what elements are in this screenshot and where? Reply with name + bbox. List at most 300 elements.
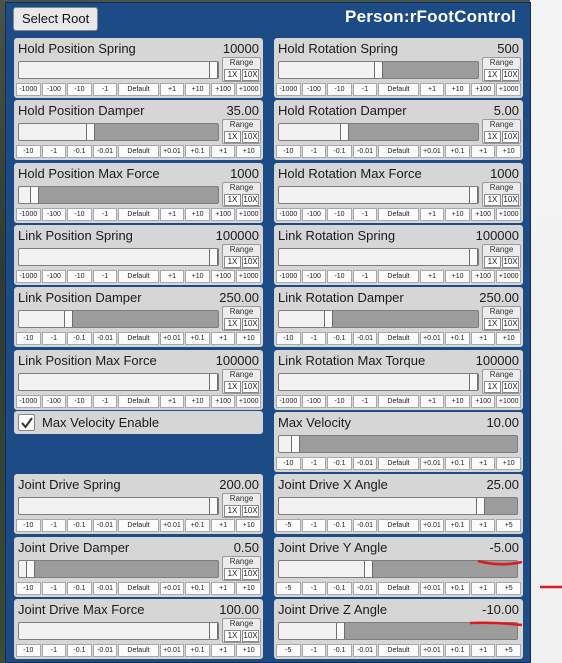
link-position-max-force-slider[interactable] (18, 373, 219, 391)
range-1x-button[interactable]: 1X (484, 131, 501, 143)
step-button[interactable]: -10 (327, 83, 352, 96)
step-button[interactable]: +1000 (496, 83, 521, 96)
step-button[interactable]: +0.01 (160, 145, 185, 158)
link-position-spring-label: Link Position Spring (18, 228, 133, 243)
step-button[interactable]: +5 (496, 644, 521, 657)
step-button[interactable]: -0.01 (93, 332, 118, 345)
step-button[interactable]: +1000 (496, 270, 521, 283)
link-rotation-spring-slider[interactable] (278, 248, 479, 266)
step-button[interactable]: Default (118, 83, 158, 96)
step-button[interactable]: -1 (353, 395, 378, 408)
max-velocity-slider-thumb[interactable] (291, 435, 300, 453)
step-button[interactable]: -10 (16, 332, 41, 345)
hold-position-damper-label: Hold Position Damper (18, 103, 145, 118)
step-button[interactable]: -10 (327, 208, 352, 221)
step-button[interactable]: +0.1 (185, 145, 210, 158)
hold-rotation-damper-slider-thumb[interactable] (340, 123, 349, 141)
step-button[interactable]: +1000 (236, 83, 261, 96)
step-button[interactable]: +1 (211, 145, 236, 158)
joint-drive-y-angle-slider[interactable] (278, 560, 518, 578)
step-button[interactable]: -1 (302, 332, 327, 345)
hold-position-damper-slider-fill (19, 124, 91, 140)
step-button[interactable]: -1 (93, 395, 118, 408)
range-10x-button[interactable]: 10X (503, 70, 518, 79)
range-1x-button[interactable]: 1X (484, 318, 501, 330)
step-button[interactable]: +0.1 (185, 644, 210, 657)
step-button[interactable]: +1 (420, 270, 445, 283)
link-rotation-damper-range-box (482, 306, 521, 331)
step-button[interactable]: -0.01 (353, 644, 378, 657)
joint-drive-damper-slider[interactable] (18, 560, 219, 578)
step-button[interactable]: +0.01 (420, 582, 445, 595)
step-button[interactable]: Default (118, 270, 158, 283)
hold-rotation-spring-range-box (482, 57, 521, 82)
joint-drive-x-angle-step-buttons (276, 519, 521, 532)
step-button[interactable]: +1 (211, 644, 236, 657)
step-button[interactable]: +1 (160, 395, 185, 408)
link-position-spring-step-buttons (16, 270, 261, 283)
step-button[interactable]: -0.1 (67, 145, 92, 158)
step-button[interactable]: -5 (276, 644, 301, 657)
link-rotation-damper-value: 250.00 (479, 290, 519, 305)
link-rotation-damper-slider-fill (279, 311, 329, 327)
step-button[interactable]: +1 (211, 332, 236, 345)
step-button[interactable]: Default (118, 145, 158, 158)
step-button[interactable]: -1000 (276, 208, 301, 221)
link-position-spring-range-box (222, 244, 261, 269)
step-button[interactable]: +10 (445, 270, 470, 283)
step-button[interactable]: +0.1 (185, 582, 210, 595)
link-rotation-damper-slider-thumb[interactable] (324, 310, 333, 328)
hold-position-spring-slider[interactable] (18, 61, 219, 79)
step-button[interactable]: -0.1 (67, 644, 92, 657)
range-1x-button[interactable]: 1X (484, 69, 501, 81)
range-label: Range (229, 494, 254, 503)
hold-position-spring-slider-fill (19, 62, 214, 78)
link-rotation-damper-panel (274, 287, 523, 347)
step-button[interactable]: +1 (471, 582, 496, 595)
step-button[interactable]: -100 (302, 83, 327, 96)
step-button[interactable]: Default (378, 145, 418, 158)
step-button[interactable]: +10 (236, 332, 261, 345)
step-button[interactable]: -0.1 (67, 582, 92, 595)
hold-position-max-force-slider[interactable] (18, 186, 219, 204)
step-button[interactable]: -0.1 (327, 582, 352, 595)
step-button[interactable]: -10 (67, 395, 92, 408)
joint-drive-x-angle-slider[interactable] (278, 497, 518, 515)
step-button[interactable]: -1 (93, 83, 118, 96)
step-button[interactable]: +0.1 (445, 332, 470, 345)
joint-drive-damper-label: Joint Drive Damper (18, 540, 130, 555)
step-button[interactable]: Default (378, 395, 418, 408)
link-position-max-force-slider-fill (19, 374, 214, 390)
hold-position-max-force-step-buttons (16, 208, 261, 221)
step-button[interactable]: +0.01 (420, 332, 445, 345)
hold-rotation-max-force-slider[interactable] (278, 186, 479, 204)
joint-drive-spring-step-buttons (16, 519, 261, 532)
step-button[interactable]: -0.01 (353, 145, 378, 158)
hold-rotation-spring-step-buttons (276, 83, 521, 96)
step-button[interactable]: +1 (420, 83, 445, 96)
joint-drive-max-force-slider[interactable] (18, 622, 219, 640)
step-button[interactable]: -10 (16, 519, 41, 532)
step-button[interactable]: -1000 (276, 395, 301, 408)
step-button[interactable]: +1 (471, 519, 496, 532)
step-button[interactable]: +10 (236, 145, 261, 158)
range-10x-button[interactable]: 10X (243, 257, 258, 266)
step-button[interactable]: -100 (302, 395, 327, 408)
hold-position-max-force-label: Hold Position Max Force (18, 166, 160, 181)
step-button[interactable]: +10 (185, 83, 210, 96)
step-button[interactable]: -10 (16, 145, 41, 158)
step-button[interactable]: +0.01 (420, 644, 445, 657)
joint-drive-spring-panel (14, 474, 263, 534)
hold-rotation-damper-step-buttons (276, 145, 521, 158)
step-button[interactable]: -10 (276, 145, 301, 158)
range-1x-button[interactable]: 1X (224, 131, 241, 143)
range-1x-button[interactable]: 1X (224, 256, 241, 268)
range-1x-button[interactable]: 1X (224, 505, 241, 517)
step-button[interactable]: -1 (353, 270, 378, 283)
joint-drive-y-angle-slider-thumb[interactable] (364, 560, 373, 578)
joint-drive-z-angle-slider[interactable] (278, 622, 518, 640)
link-position-damper-step-buttons (16, 332, 261, 345)
step-button[interactable]: -1000 (276, 270, 301, 283)
hold-rotation-spring-label: Hold Rotation Spring (278, 41, 398, 56)
step-button[interactable]: -100 (42, 208, 67, 221)
hold-position-damper-slider-thumb[interactable] (86, 123, 95, 141)
step-button[interactable]: +0.1 (445, 519, 470, 532)
step-button[interactable]: -100 (42, 83, 67, 96)
max-velocity-slider[interactable] (278, 435, 518, 453)
link-rotation-max-torque-slider[interactable] (278, 373, 479, 391)
step-button[interactable]: +1000 (496, 208, 521, 221)
joint-drive-y-angle-panel (274, 537, 523, 597)
step-button[interactable]: -1 (42, 332, 67, 345)
joint-drive-spring-slider-thumb[interactable] (209, 497, 218, 515)
step-button[interactable]: +10 (445, 83, 470, 96)
step-button[interactable]: +100 (471, 208, 496, 221)
step-button[interactable]: +10 (445, 208, 470, 221)
step-button[interactable]: -1 (42, 644, 67, 657)
link-position-spring-slider-fill (19, 249, 214, 265)
joint-drive-x-angle-slider-thumb[interactable] (476, 497, 485, 515)
step-button[interactable]: -1 (302, 644, 327, 657)
step-button[interactable]: +100 (211, 208, 236, 221)
link-position-max-force-panel (14, 350, 263, 410)
range-10x-button[interactable]: 10X (503, 382, 518, 391)
step-button[interactable]: +1 (211, 582, 236, 595)
range-1x-button[interactable]: 1X (484, 194, 501, 206)
step-button[interactable]: +1 (471, 332, 496, 345)
step-button[interactable]: +0.01 (420, 145, 445, 158)
step-button[interactable]: Default (378, 208, 418, 221)
range-10x-button[interactable]: 10X (243, 569, 258, 578)
step-button[interactable]: Default (118, 332, 158, 345)
step-button[interactable]: +0.01 (160, 332, 185, 345)
joint-drive-spring-range-box (222, 493, 261, 518)
step-button[interactable]: +0.01 (420, 519, 445, 532)
step-button[interactable]: -10 (16, 582, 41, 595)
range-1x-button[interactable]: 1X (224, 318, 241, 330)
step-button[interactable]: +10 (496, 332, 521, 345)
step-button[interactable]: +0.01 (160, 519, 185, 532)
joint-drive-max-force-value: 100.00 (219, 602, 259, 617)
range-10x-button[interactable]: 10X (243, 319, 258, 328)
hold-position-max-force-range-box (222, 182, 261, 207)
joint-drive-damper-step-buttons (16, 582, 261, 595)
max-velocity-label: Max Velocity (278, 415, 351, 430)
link-rotation-max-torque-slider-thumb[interactable] (469, 373, 478, 391)
step-button[interactable]: Default (118, 644, 158, 657)
step-button[interactable]: -1 (42, 519, 67, 532)
joint-drive-max-force-range-box (222, 618, 261, 643)
step-button[interactable]: +1 (211, 519, 236, 532)
step-button[interactable]: Default (378, 644, 418, 657)
range-label: Range (229, 557, 254, 566)
step-button[interactable]: Default (118, 208, 158, 221)
step-button[interactable]: Default (378, 83, 418, 96)
range-1x-button[interactable]: 1X (224, 194, 241, 206)
hold-rotation-max-force-range-box (482, 182, 521, 207)
step-button[interactable]: -0.1 (327, 457, 352, 470)
hold-rotation-spring-slider-thumb[interactable] (374, 61, 383, 79)
step-button[interactable]: -1 (353, 208, 378, 221)
step-button[interactable]: +5 (496, 582, 521, 595)
step-button[interactable]: Default (378, 519, 418, 532)
joint-drive-z-angle-step-buttons (276, 644, 521, 657)
max-velocity-step-buttons (276, 457, 521, 470)
step-button[interactable]: -1 (302, 519, 327, 532)
step-button[interactable]: +0.01 (160, 582, 185, 595)
hold-position-max-force-slider-thumb[interactable] (30, 186, 39, 204)
step-button[interactable]: -1 (353, 83, 378, 96)
range-10x-button[interactable]: 10X (243, 631, 258, 640)
hold-rotation-max-force-slider-thumb[interactable] (469, 186, 478, 204)
link-rotation-damper-slider[interactable] (278, 310, 479, 328)
joint-drive-z-angle-value: -10.00 (482, 602, 519, 617)
step-button[interactable]: +10 (445, 395, 470, 408)
hold-position-max-force-value: 1000 (230, 166, 259, 181)
step-button[interactable]: +10 (185, 208, 210, 221)
joint-drive-spring-value: 200.00 (219, 477, 259, 492)
range-10x-button[interactable]: 10X (243, 506, 258, 515)
step-button[interactable]: +0.1 (185, 332, 210, 345)
step-button[interactable]: +100 (211, 395, 236, 408)
hold-position-spring-slider-thumb[interactable] (209, 61, 218, 79)
link-rotation-spring-slider-thumb[interactable] (469, 248, 478, 266)
step-button[interactable]: -0.01 (93, 644, 118, 657)
link-position-max-force-step-buttons (16, 395, 261, 408)
select-root-button[interactable]: Select Root (13, 7, 98, 31)
link-position-damper-label: Link Position Damper (18, 290, 142, 305)
range-label: Range (489, 183, 514, 192)
hold-rotation-spring-slider[interactable] (278, 61, 479, 79)
step-button[interactable]: +0.01 (160, 644, 185, 657)
step-button[interactable]: -1 (302, 145, 327, 158)
step-button[interactable]: -1 (302, 582, 327, 595)
step-button[interactable]: +10 (496, 145, 521, 158)
range-1x-button[interactable]: 1X (484, 256, 501, 268)
step-button[interactable]: +1000 (236, 208, 261, 221)
link-position-damper-slider-thumb[interactable] (64, 310, 73, 328)
step-button[interactable]: -1000 (16, 270, 41, 283)
step-button[interactable]: -10 (276, 332, 301, 345)
step-button[interactable]: Default (378, 332, 418, 345)
step-button[interactable]: +100 (211, 83, 236, 96)
range-10x-button[interactable]: 10X (503, 257, 518, 266)
max-velocity-enable-checkbox[interactable] (18, 414, 35, 431)
step-button[interactable]: -1 (42, 582, 67, 595)
step-button[interactable]: -0.1 (327, 644, 352, 657)
step-button[interactable]: -10 (327, 270, 352, 283)
step-button[interactable]: -10 (67, 208, 92, 221)
link-rotation-max-torque-slider-fill (279, 374, 474, 390)
step-button[interactable]: -1 (42, 145, 67, 158)
range-label: Range (229, 619, 254, 628)
step-button[interactable]: +100 (471, 270, 496, 283)
link-position-damper-slider[interactable] (18, 310, 219, 328)
step-button[interactable]: -1000 (276, 83, 301, 96)
step-button[interactable]: -0.1 (327, 145, 352, 158)
step-button[interactable]: +1000 (496, 395, 521, 408)
max-velocity-enable-label: Max Velocity Enable (42, 415, 160, 430)
step-button[interactable]: -0.01 (93, 145, 118, 158)
link-position-damper-value: 250.00 (219, 290, 259, 305)
step-button[interactable]: -0.01 (353, 519, 378, 532)
link-position-damper-slider-fill (19, 311, 69, 327)
step-button[interactable]: -100 (42, 270, 67, 283)
link-position-max-force-value: 100000 (215, 353, 259, 368)
step-button[interactable]: +0.1 (445, 145, 470, 158)
step-button[interactable]: -0.01 (93, 519, 118, 532)
joint-drive-damper-slider-thumb[interactable] (26, 560, 35, 578)
step-button[interactable]: +1 (420, 208, 445, 221)
link-position-max-force-slider-thumb[interactable] (209, 373, 218, 391)
link-position-spring-slider[interactable] (18, 248, 219, 266)
joint-drive-x-angle-label: Joint Drive X Angle (278, 477, 388, 492)
step-button[interactable]: +1 (471, 457, 496, 470)
joint-drive-spring-slider[interactable] (18, 497, 219, 515)
step-button[interactable]: -100 (42, 395, 67, 408)
step-button[interactable]: -5 (276, 519, 301, 532)
hold-rotation-damper-slider[interactable] (278, 123, 479, 141)
step-button[interactable]: -5 (276, 582, 301, 595)
step-button[interactable]: +10 (236, 644, 261, 657)
step-button[interactable]: +0.01 (420, 457, 445, 470)
step-button[interactable]: +100 (471, 395, 496, 408)
range-10x-button[interactable]: 10X (503, 195, 518, 204)
checkmark-icon (20, 416, 34, 430)
step-button[interactable]: -0.1 (67, 519, 92, 532)
step-button[interactable]: +5 (496, 519, 521, 532)
joint-drive-x-angle-value: 25.00 (486, 477, 519, 492)
range-10x-button[interactable]: 10X (243, 132, 258, 141)
range-10x-button[interactable]: 10X (243, 382, 258, 391)
step-button[interactable]: Default (378, 582, 418, 595)
hold-rotation-max-force-panel (274, 163, 523, 223)
link-rotation-max-torque-label: Link Rotation Max Torque (278, 353, 426, 368)
step-button[interactable]: +1 (420, 395, 445, 408)
step-button[interactable]: -0.01 (93, 582, 118, 595)
step-button[interactable]: +10 (185, 395, 210, 408)
step-button[interactable]: -100 (302, 208, 327, 221)
step-button[interactable]: Default (378, 457, 418, 470)
link-rotation-max-torque-step-buttons (276, 395, 521, 408)
step-button[interactable]: -1 (93, 208, 118, 221)
step-button[interactable]: +10 (236, 519, 261, 532)
step-button[interactable]: Default (378, 270, 418, 283)
range-10x-button[interactable]: 10X (503, 319, 518, 328)
link-position-spring-slider-thumb[interactable] (209, 248, 218, 266)
hold-rotation-max-force-label: Hold Rotation Max Force (278, 166, 422, 181)
step-button[interactable]: -100 (302, 270, 327, 283)
step-button[interactable]: +0.1 (445, 582, 470, 595)
step-button[interactable]: -1000 (16, 395, 41, 408)
step-button[interactable]: -1000 (16, 208, 41, 221)
step-button[interactable]: +1000 (236, 395, 261, 408)
joint-drive-z-angle-slider-thumb[interactable] (336, 622, 345, 640)
joint-drive-damper-value: 0.50 (233, 540, 259, 555)
step-button[interactable]: +1 (160, 208, 185, 221)
range-1x-button[interactable]: 1X (224, 630, 241, 642)
step-button[interactable]: +100 (211, 270, 236, 283)
step-button[interactable]: +1 (471, 145, 496, 158)
step-button[interactable]: -0.01 (353, 582, 378, 595)
step-button[interactable]: +10 (236, 582, 261, 595)
range-1x-button[interactable]: 1X (224, 568, 241, 580)
step-button[interactable]: -1 (302, 457, 327, 470)
step-button[interactable]: -10 (67, 270, 92, 283)
step-button[interactable]: +0.1 (445, 457, 470, 470)
step-button[interactable]: +0.1 (445, 644, 470, 657)
range-10x-button[interactable]: 10X (243, 195, 258, 204)
step-button[interactable]: -1000 (16, 83, 41, 96)
range-1x-button[interactable]: 1X (224, 69, 241, 81)
step-button[interactable]: +10 (185, 270, 210, 283)
range-1x-button[interactable]: 1X (484, 381, 501, 393)
step-button[interactable]: Default (118, 519, 158, 532)
step-button[interactable]: Default (118, 395, 158, 408)
joint-drive-max-force-slider-thumb[interactable] (209, 622, 218, 640)
step-button[interactable]: -10 (16, 644, 41, 657)
step-button[interactable]: +1 (471, 644, 496, 657)
range-10x-button[interactable]: 10X (503, 132, 518, 141)
range-label: Range (229, 370, 254, 379)
hold-position-damper-slider[interactable] (18, 123, 219, 141)
step-button[interactable]: -10 (327, 395, 352, 408)
step-button[interactable]: -0.01 (353, 457, 378, 470)
step-button[interactable]: +100 (471, 83, 496, 96)
step-button[interactable]: +0.1 (185, 519, 210, 532)
range-10x-button[interactable]: 10X (243, 70, 258, 79)
step-button[interactable]: -10 (67, 83, 92, 96)
hold-position-max-force-panel (14, 163, 263, 223)
step-button[interactable]: -0.01 (353, 332, 378, 345)
step-button[interactable]: +1 (160, 83, 185, 96)
step-button[interactable]: -10 (276, 457, 301, 470)
step-button[interactable]: -0.1 (327, 519, 352, 532)
step-button[interactable]: +1 (160, 270, 185, 283)
step-button[interactable]: +10 (496, 457, 521, 470)
step-button[interactable]: Default (118, 582, 158, 595)
step-button[interactable]: -1 (93, 270, 118, 283)
step-button[interactable]: -0.1 (67, 332, 92, 345)
step-button[interactable]: +1000 (236, 270, 261, 283)
step-button[interactable]: -0.1 (327, 332, 352, 345)
range-label: Range (229, 120, 254, 129)
range-1x-button[interactable]: 1X (224, 381, 241, 393)
